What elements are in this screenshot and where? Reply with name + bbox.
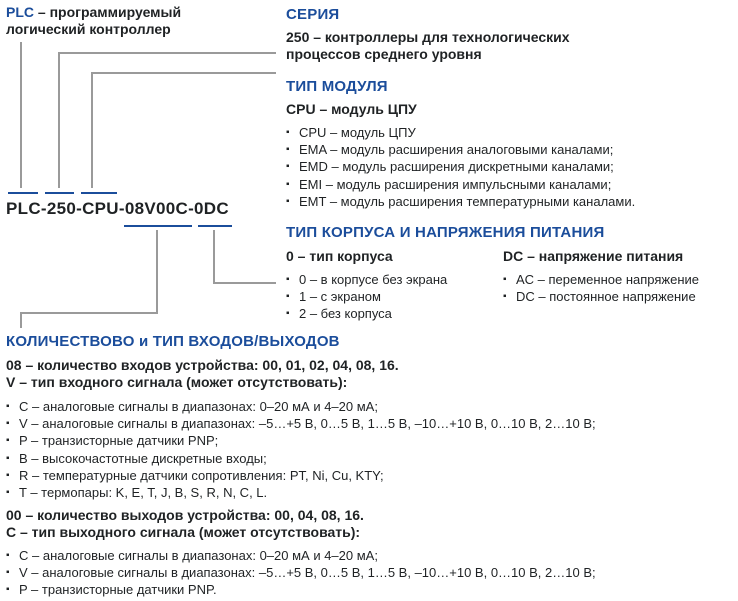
case-item: ▪ 0 – в корпусе без экрана — [286, 271, 447, 288]
power-list — [503, 271, 699, 305]
order-code: PLC-250-CPU-08V00C-0DC — [6, 199, 229, 218]
code-underline-series — [45, 192, 74, 194]
input-item: ▪ B – высокочастотные дискретные входы; — [6, 450, 596, 467]
case-item: ▪ 2 – без корпуса — [286, 305, 447, 322]
inputs-line1: 08 – количество входов устройства: 00, 01, 02, 04, 08, 16. — [6, 357, 399, 373]
plc-prefix: PLC — [6, 4, 34, 20]
module-item: ▪ EMT – модуль расширения температурными каналами. — [286, 193, 635, 210]
output-item: ▪ P – транзисторные датчики PNP. — [6, 581, 596, 598]
output-list — [6, 547, 596, 599]
code-underline-module — [81, 192, 117, 194]
outputs-summary — [6, 507, 364, 541]
input-item: ▪ C – аналоговые сигналы в диапазонах: 0–20 мА и 4–20 мА; — [6, 398, 596, 415]
plc-desc-line2: логический контроллер — [6, 21, 171, 37]
module-heading: ТИП МОДУЛЯ — [286, 78, 388, 95]
input-item: ▪ T – термопары: K, E, T, J, B, S, R, N, C, L. — [6, 484, 596, 501]
module-item: ▪ CPU – модуль ЦПУ — [286, 124, 635, 141]
outputs-line2: C – тип выходного сигнала (может отсутствовать): — [6, 524, 361, 540]
module-subheading: CPU – модуль ЦПУ — [286, 101, 417, 117]
power-item: ▪ DC – постоянное напряжение — [503, 288, 699, 305]
case-title: 0 – тип корпуса — [286, 248, 393, 264]
series-heading: СЕРИЯ — [286, 6, 340, 23]
plc-description — [6, 4, 181, 38]
series-text-line1: 250 – контроллеры для технологических — [286, 29, 570, 45]
plc-desc-line1: – программируемый — [34, 4, 182, 20]
inputs-line2: V – тип входного сигнала (может отсутствовать): — [6, 374, 348, 390]
code-underline-io — [124, 225, 192, 227]
module-item: ▪ EMA – модуль расширения аналоговыми каналами; — [286, 141, 635, 158]
power-title: DC – напряжение питания — [503, 248, 684, 264]
input-item: ▪ V – аналоговые сигналы в диапазонах: –5…+5 В, 0…5 В, 1…5 В, –10…+10 В, 0…10 В, 2…10 В; — [6, 415, 596, 432]
io-heading: КОЛИЧЕСТВОВО и ТИП ВХОДОВ/ВЫХОДОВ — [6, 333, 340, 350]
output-item: ▪ V – аналоговые сигналы в диапазонах: –5…+5 В, 0…5 В, 1…5 В, –10…+10 В, 0…10 В, 2…10 В; — [6, 564, 596, 581]
input-list — [6, 398, 596, 501]
module-item: ▪ EMI – модуль расширения импульсными каналами; — [286, 176, 635, 193]
power-item: ▪ AC – переменное напряжение — [503, 271, 699, 288]
inputs-summary — [6, 357, 399, 391]
case-item: ▪ 1 – с экраном — [286, 288, 447, 305]
module-item: ▪ EMD – модуль расширения дискретными каналами; — [286, 158, 635, 175]
series-text — [286, 29, 570, 63]
case-list — [286, 271, 447, 323]
housing-heading: ТИП КОРПУСА И НАПРЯЖЕНИЯ ПИТАНИЯ — [286, 224, 605, 241]
module-list — [286, 124, 635, 210]
code-underline-housing — [198, 225, 232, 227]
code-underline-plc — [8, 192, 38, 194]
series-text-line2: процессов среднего уровня — [286, 46, 482, 62]
input-item: ▪ R – температурные датчики сопротивления: PT, Ni, Cu, KTY; — [6, 467, 596, 484]
input-item: ▪ P – транзисторные датчики PNP; — [6, 432, 596, 449]
output-item: ▪ C – аналоговые сигналы в диапазонах: 0–20 мА и 4–20 мА; — [6, 547, 596, 564]
outputs-line1: 00 – количество выходов устройства: 00, 04, 08, 16. — [6, 507, 364, 523]
